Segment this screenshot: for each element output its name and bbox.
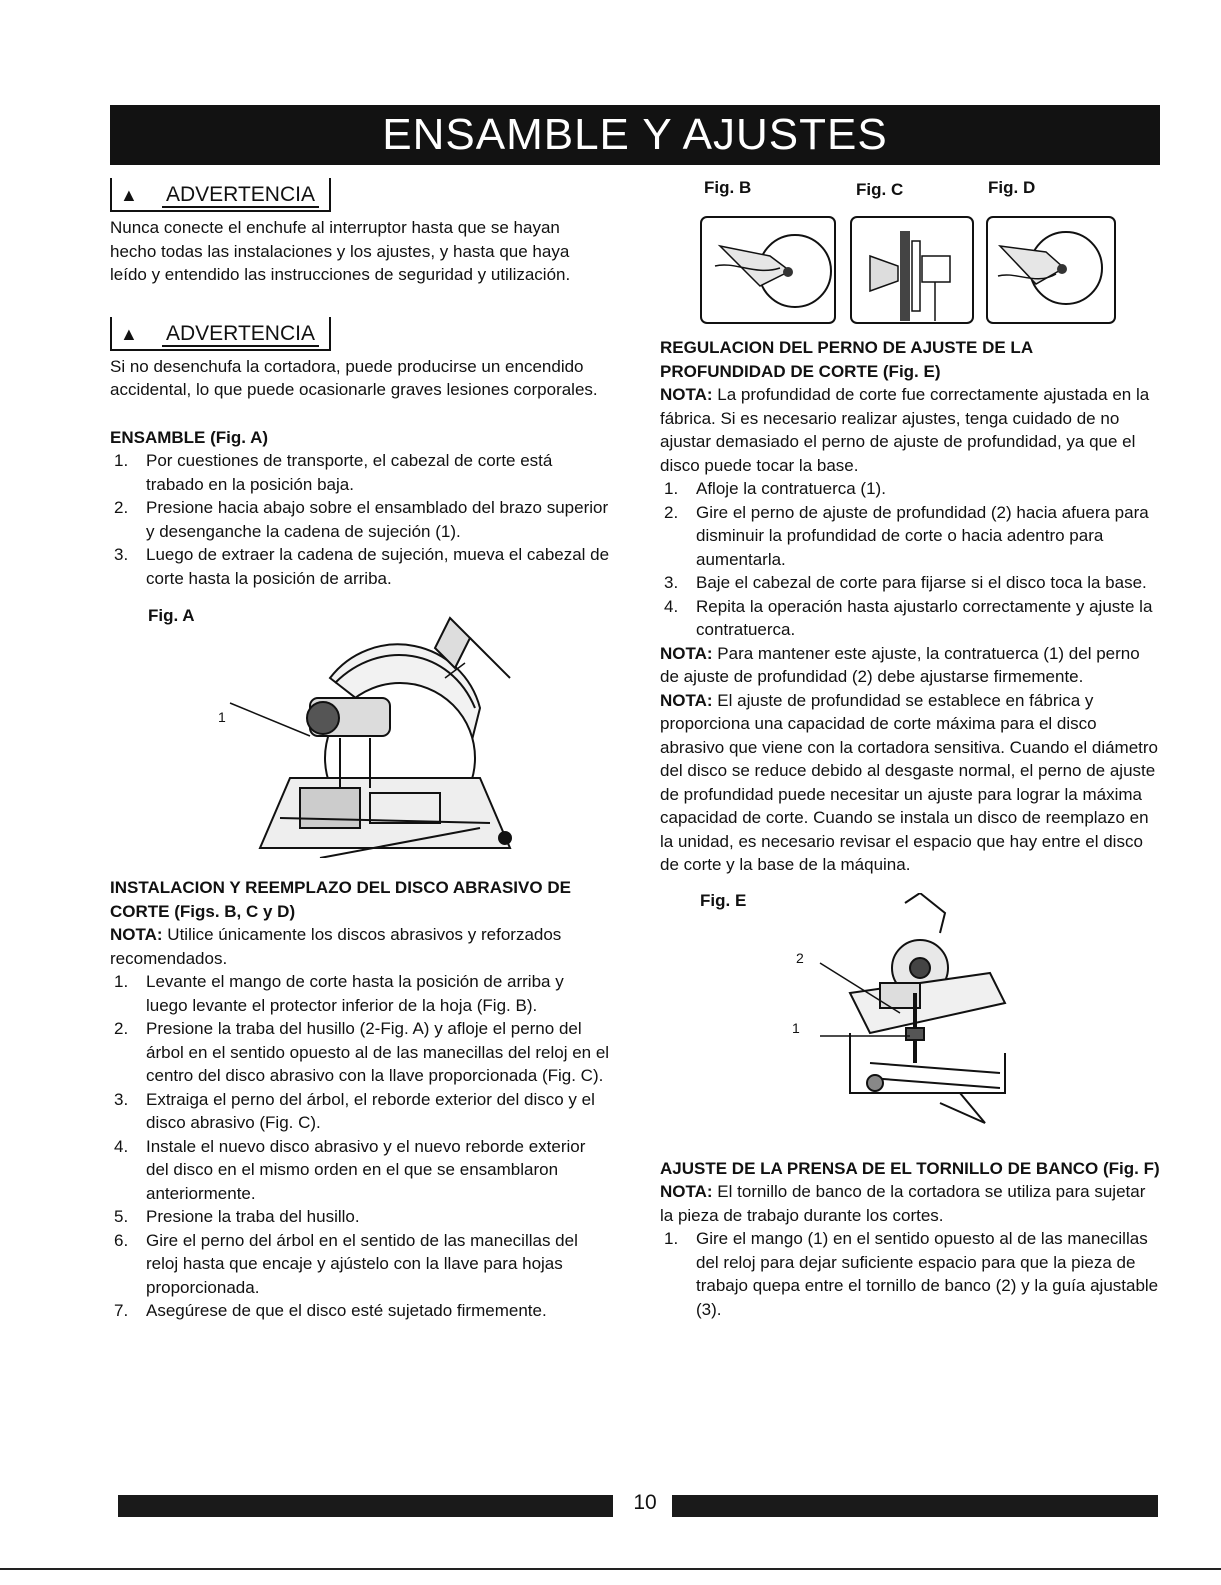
list-item: 7. Asegúrese de que el disco esté sujetado firmemente. (114, 1301, 547, 1320)
footer-bar-left (118, 1495, 613, 1517)
ensamble-heading: ENSAMBLE (Fig. A) (110, 427, 269, 447)
chop-saw-illustration (220, 598, 520, 858)
list-item: 2. Presione hacia abajo sobre el ensamblado del brazo superior y desenganche la cadena de sujeción (1). (114, 498, 609, 541)
depth-bolt-illustration (810, 893, 1010, 1133)
regulacion-steps (660, 477, 1160, 642)
fig-c-illustration (850, 216, 974, 324)
regulacion-heading: REGULACION DEL PERNO DE AJUSTE DE LA PROFUNDIDAD DE CORTE (Fig. E) (660, 338, 1033, 381)
prensa-nota: NOTA: El tornillo de banco de la cortadora se utiliza para sujetar la pieza de trabajo durante los cortes. (660, 1182, 1146, 1225)
prensa-heading: AJUSTE DE LA PRENSA DE EL TORNILLO DE BANCO (Fig. F) (660, 1158, 1160, 1178)
footer-line (0, 1568, 1221, 1570)
footer-bar-right (672, 1495, 1158, 1517)
fig-b-illustration (700, 216, 836, 324)
page-title: ENSAMBLE Y AJUSTES (110, 105, 1160, 165)
fig-d-illustration (986, 216, 1116, 324)
list-item: 1. Por cuestiones de transporte, el cabezal de corte está trabado en la posición baja. (114, 451, 553, 494)
fig-e-label: Fig. E (700, 890, 747, 910)
fig-e-callout-2: 2 (796, 949, 804, 966)
list-item: 2. Gire el perno de ajuste de profundidad (2) hacia afuera para disminuir la profundidad de corte o hacia adentro para aumentarla. (664, 502, 1149, 569)
warning-text-2: Si no desenchufa la cortadora, puede producirse un encendido accidental, lo que puede ocasionarle graves lesiones corporales. (110, 356, 598, 399)
list-item: 2. Presione la traba del husillo (2-Fig. A) y afloje el perno del árbol en el sentido opuesto al de las manecillas del reloj en el centro del disco abrasivo con la llave proporcionada (Fig. C). (114, 1019, 610, 1085)
fig-d-label: Fig. D (988, 178, 1036, 197)
list-item: 5. Presione la traba del husillo. (114, 1207, 360, 1226)
regulacion-nota-3: NOTA: El ajuste de profundidad se establece en fábrica y proporciona una capacidad de corte máxima para el disco abrasivo que viene con la cortadora sensitiva. Cuando el diámetro del disco se reduce debido al desgaste normal, el perno de ajuste de profundidad puede necesitar un ajuste para lograr la máxima capacidad de corte. Cuando se instala un disco de reemplazo en la unidad, es necesario revisar el espacio que hay entre el disco de corte y la base de la máquina. (660, 690, 1159, 874)
fig-e (660, 883, 1160, 1153)
prensa-steps (660, 1227, 1160, 1321)
fig-a-callout-1: 1 (218, 709, 226, 725)
list-item: 3. Luego de extraer la cadena de sujeción, mueva el cabezal de corte hasta la posición de arriba. (114, 545, 610, 588)
warning-triangle-icon: ▲ (120, 323, 138, 344)
list-item: 1. Afloje la contratuerca (1). (664, 479, 886, 498)
figs-bcd (660, 170, 1160, 332)
fig-a (110, 598, 610, 868)
warning-label-2: ▲ ADVERTENCIA (110, 317, 331, 351)
regulacion-nota-2: NOTA: Para mantener este ajuste, la contratuerca (1) del perno de ajuste de profundidad (2) debe ajustarse firmemente. (660, 643, 1140, 686)
list-item: 3. Extraiga el perno del árbol, el reborde exterior del disco y el disco abrasivo (Fig. C). (114, 1089, 595, 1132)
fig-c-label: Fig. C (856, 180, 904, 199)
ensamble-steps (110, 449, 610, 590)
warning-triangle-icon: ▲ (120, 185, 138, 205)
fig-e-callout-1: 1 (792, 1019, 800, 1036)
list-item: 1. Levante el mango de corte hasta la posición de arriba y luego levante el protector inferior de la hoja (Fig. B). (114, 972, 564, 1015)
right-column (660, 170, 1160, 1321)
list-item: 4. Instale el nuevo disco abrasivo y el nuevo reborde exterior del disco en el mismo orden en el que se ensamblaron anteriormente. (114, 1136, 586, 1203)
warning-text-1: Nunca conecte el enchufe al interruptor hasta que se hayan hecho todas las instalaciones y los ajustes, y hasta que haya leído y entendido las instrucciones de seguridad y utilización. (110, 218, 571, 284)
page-number: 10 (633, 1491, 657, 1514)
fig-b-label: Fig. B (704, 178, 752, 197)
list-item: 4. Repita la operación hasta ajustarlo correctamente y ajuste la contratuerca. (664, 596, 1153, 639)
fig-a-label: Fig. A (148, 606, 195, 625)
instalacion-heading: INSTALACION Y REEMPLAZO DEL DISCO ABRASIVO DE CORTE (Figs. B, C y D) (110, 878, 571, 921)
warning-label-1: ▲ ADVERTENCIA (110, 178, 331, 212)
left-column (110, 170, 610, 1323)
regulacion-nota-1: NOTA: La profundidad de corte fue correctamente ajustada en la fábrica. Si es necesario realizar ajustes, tenga cuidado de no ajustar demasiado el perno de ajuste de profundidad, ya que el disco puede tocar la base. (660, 385, 1150, 475)
list-item: 6. Gire el perno del árbol en el sentido de las manecillas del reloj hasta que encaje y ajústelo con la llave para hojas proporcionada. (114, 1230, 578, 1297)
instalacion-nota: NOTA: Utilice únicamente los discos abrasivos y reforzados recomendados. (110, 925, 562, 968)
list-item: 1. Gire el mango (1) en el sentido opuesto al de las manecillas del reloj para dejar suficiente espacio para que la pieza de trabajo quepa entre el tornillo de banco (2) y la guía ajustable (3). (664, 1229, 1159, 1319)
instalacion-steps (110, 970, 610, 1323)
list-item: 3. Baje el cabezal de corte para fijarse si el disco toca la base. (664, 573, 1147, 592)
